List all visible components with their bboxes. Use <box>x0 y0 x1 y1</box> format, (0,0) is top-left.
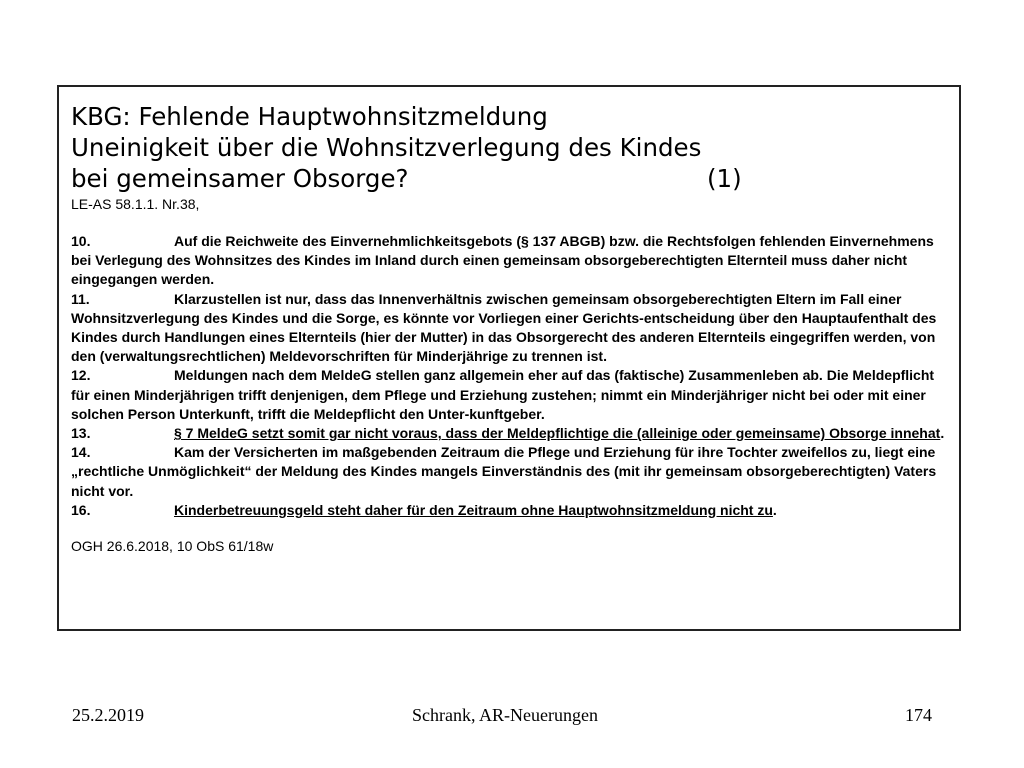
paragraph-text: Meldungen nach dem MeldeG stellen ganz allgemein eher auf das (faktische) Zusammenleben ab. Die Meldepflicht für einen Minderjährigen trifft denjenigen, dem Pflege und Erziehung zustehen; nimmt ein Minderjähriger nicht bei oder mit einer solchen Person Unterkunft, trifft die Meldepflicht den Unter-kunftgeber. <box>71 367 935 422</box>
paragraph-10 <box>71 232 947 290</box>
paragraph-number: 13. <box>71 425 91 442</box>
reference: LE-AS 58.1.1. Nr.38, <box>71 196 200 212</box>
footer-author: Schrank, AR-Neuerungen <box>412 705 598 725</box>
title-line-1: KBG: Fehlende Hauptwohnsitzmeldung <box>71 102 548 131</box>
paragraph-text: Auf die Reichweite des Einvernehmlichkeitsgebots (§ 137 ABGB) bzw. die Rechtsfolgen fehlenden Einvernehmens bei Verlegung des Wohnsitzes des Kindes im Inland durch einen gemeinsam obsorgeberechtigten Elternteil muss daher nicht eingegangen werden. <box>71 233 934 288</box>
paragraph-text: Kam der Versicherten im maßgebenden Zeitraum die Pflege und Erziehung für ihre Tochter zweifellos zu, liegt eine „rechtliche Unmöglichkeit“ der Meldung des Kindes mangels Einverständnis des (mit ihr gemeinsam obsorgeberechtigten) Vaters nicht vor. <box>71 444 937 499</box>
paragraph-text-underlined: Kinderbetreuungsgeld steht daher für den Zeitraum ohne Hauptwohnsitzmeldung nicht zu <box>174 501 773 518</box>
paragraph-12 <box>71 366 947 424</box>
paragraph-number: 10. <box>71 233 91 249</box>
paragraph-text: Klarzustellen ist nur, dass das Innenverhältnis zwischen gemeinsam obsorgeberechtigten Eltern im Fall einer Wohnsitzverlegung des Kindes und die Sorge, es könnte vor Vorliegen einer Gerichts-entscheidung über den Hauptaufenthalt des Kindes durch Handlungen eines Elternteils (hier der Mutter) in das Obsorgerecht des anderen Elternteils eingegriffen werden, von den (verwaltungsrechtlichen) Meldevorschriften für Minderjährige zu trennen ist. <box>71 290 937 365</box>
paragraph-text-underlined: § 7 MeldeG setzt somit gar nicht voraus, dass der Meldepflichtige die (alleinige oder gemeinsame) Obsorge innehat <box>174 425 941 442</box>
title-line-3 <box>71 163 947 194</box>
paragraph-number: 14. <box>71 444 91 461</box>
paragraph-number: 11. <box>71 290 90 307</box>
paragraph-11 <box>71 290 947 367</box>
title-part-number: (1) <box>707 164 742 193</box>
paragraph-14 <box>71 443 947 501</box>
content-frame <box>57 85 961 631</box>
paragraph-number: 12. <box>71 367 91 384</box>
paragraph-13 <box>71 424 947 443</box>
title-line-2: Uneinigkeit über die Wohnsitzverlegung des Kindes <box>71 133 702 162</box>
footer-date: 25.2.2019 <box>72 705 144 725</box>
paragraph-text-end: . <box>940 425 945 442</box>
page-number: 174 <box>905 705 932 725</box>
paragraph-number: 16. <box>71 501 91 518</box>
paragraph-16 <box>71 501 947 520</box>
paragraph-text-end: . <box>772 501 777 518</box>
source-citation: OGH 26.6.2018, 10 ObS 61/18w <box>71 538 274 555</box>
spacer <box>71 213 947 232</box>
title-line-3-text: bei gemeinsamer Obsorge? <box>71 164 409 193</box>
slide-title <box>71 101 947 194</box>
